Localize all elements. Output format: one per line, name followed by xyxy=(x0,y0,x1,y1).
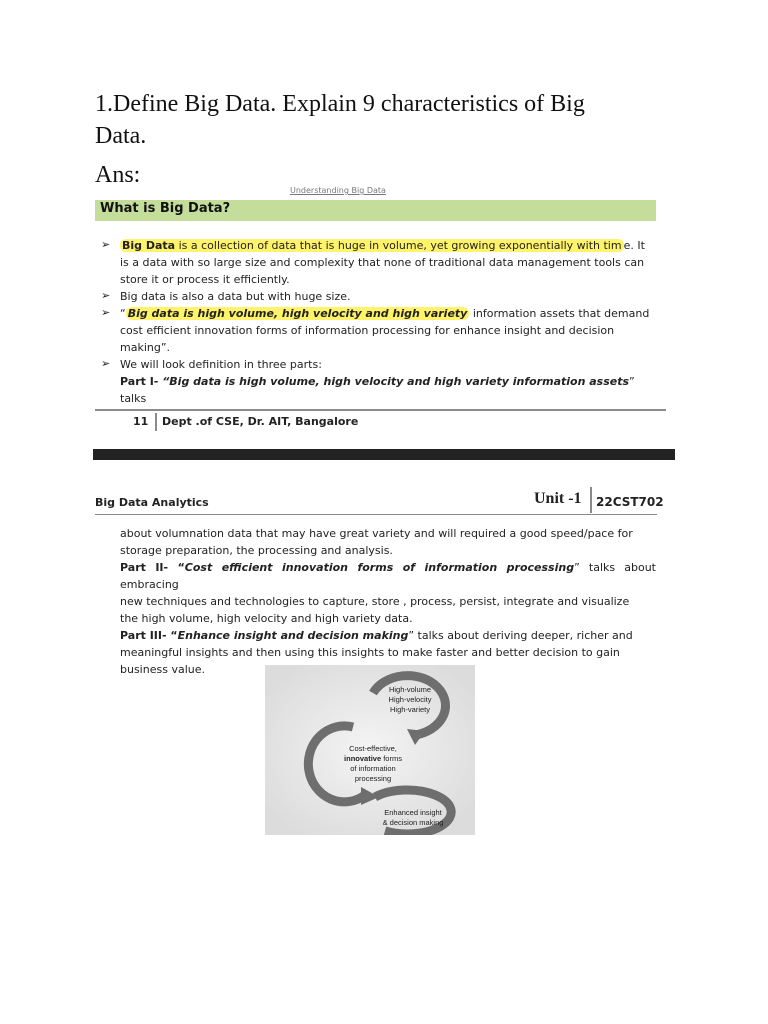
bullet-2: Big data is also a data but with huge size. xyxy=(120,290,351,303)
bullet-3-line-2: cost efficient innovation forms of information processing for enhance insight and decision xyxy=(120,324,615,337)
part-1-label: Part I- xyxy=(120,375,163,388)
bullet-3-line-1 xyxy=(120,305,656,322)
bullet-3 xyxy=(120,305,656,356)
part-3-label: Part III- “ xyxy=(120,629,178,642)
bullet-1-line-2: is a data with so large size and complexity that none of traditional data management tools can xyxy=(120,256,645,269)
circle-3-line-1: Enhanced insight xyxy=(384,808,442,817)
bullet-1 xyxy=(120,237,656,288)
header-rule xyxy=(95,514,657,515)
bullet-3-line-3: making”. xyxy=(120,341,171,354)
question-title xyxy=(95,88,655,152)
open-quote: “ xyxy=(120,307,126,320)
part-2-tail: ” talks about embracing xyxy=(120,561,656,591)
circle-2-line-3: of information xyxy=(350,764,396,773)
page-break-band xyxy=(93,449,675,460)
running-header-code: 22CST702 xyxy=(596,495,664,509)
running-header-unit: Unit -1 xyxy=(534,490,582,507)
running-header-title: Big Data Analytics xyxy=(95,496,209,509)
footer-rule xyxy=(95,409,666,411)
bullet-arrow-icon: ➢ xyxy=(101,306,111,319)
part-3-line-1 xyxy=(120,627,656,644)
bullet-arrow-icon: ➢ xyxy=(101,238,111,251)
answer-label: Ans: xyxy=(95,162,141,188)
para-line-2: storage preparation, the processing and analysis. xyxy=(120,544,393,557)
bullet-1-line-1 xyxy=(120,237,656,254)
bullet-4 xyxy=(120,356,656,407)
circle-1-line-2: High-velocity xyxy=(388,695,432,704)
bullet-4-text: We will look definition in three parts: xyxy=(120,358,322,371)
circle-3-line-2: & decision making xyxy=(382,818,444,827)
bullet-arrow-icon: ➢ xyxy=(101,357,111,370)
section-heading-bar xyxy=(95,200,656,221)
big-data-term: Big Data xyxy=(122,239,176,252)
part-3-line-3: business value. xyxy=(120,663,205,676)
para-line-1: about volumnation data that may have great variety and will required a good speed/pace for xyxy=(120,527,633,540)
part-2-quote: Cost efficient innovation forms of information processing xyxy=(184,561,575,574)
header-divider xyxy=(590,487,592,513)
section-heading: What is Big Data? xyxy=(100,201,231,216)
continuation-paragraph xyxy=(120,525,656,678)
part-1-quote: “Big data is high volume, high velocity and high variety information assets xyxy=(162,375,630,388)
circle-1-line-1: High-volume xyxy=(388,685,432,694)
bullet-arrow-icon: ➢ xyxy=(101,289,111,302)
bullet-1-tail: e. It xyxy=(623,239,645,252)
footer-page-number: 11 xyxy=(133,415,149,428)
bullet-1-highlight: is a collection of data that is huge in volume, yet growing exponentially with tim xyxy=(175,239,622,252)
question-line-1: 1.Define Big Data. Explain 9 characteristics of Big xyxy=(95,91,585,117)
circle-2-line-2 xyxy=(344,754,402,763)
part-2-line-1 xyxy=(120,559,656,593)
part-1-tail: ” talks xyxy=(120,375,635,405)
part-3-tail: ” talks about deriving deeper, richer and xyxy=(408,629,633,642)
circle-2-rest: forms xyxy=(381,754,402,763)
faint-section-title: Understanding Big Data xyxy=(290,186,386,195)
question-line-2: Data. xyxy=(95,123,147,149)
part-1-line xyxy=(120,373,656,407)
part-2-label: Part II- “ xyxy=(120,561,185,574)
bullet-1-line-3: store it or process it efficiently. xyxy=(120,273,290,286)
big-data-cycle-diagram xyxy=(265,665,475,835)
circle-2-line-4: processing xyxy=(354,774,392,783)
part-3-line-2: meaningful insights and then using this insights to make faster and better decision to gain xyxy=(120,646,620,659)
footer-text: Dept .of CSE, Dr. AIT, Bangalore xyxy=(162,415,359,428)
bullet-3-highlight: Big data is high volume, high velocity and high variety xyxy=(127,307,468,320)
part-2-line-2: new techniques and technologies to capture, store , process, persist, integrate and visualize xyxy=(120,595,630,608)
footer-divider xyxy=(155,413,157,431)
circle-2-line-1: Cost-effective, xyxy=(349,744,397,753)
circle-2-bold: innovative xyxy=(344,754,382,763)
part-3-quote: Enhance insight and decision making xyxy=(177,629,409,642)
part-2-line-3: the high volume, high velocity and high variety data. xyxy=(120,612,413,625)
bullet-3-tail: information assets that demand xyxy=(469,307,650,320)
circle-1-line-3: High-variety xyxy=(389,705,431,714)
